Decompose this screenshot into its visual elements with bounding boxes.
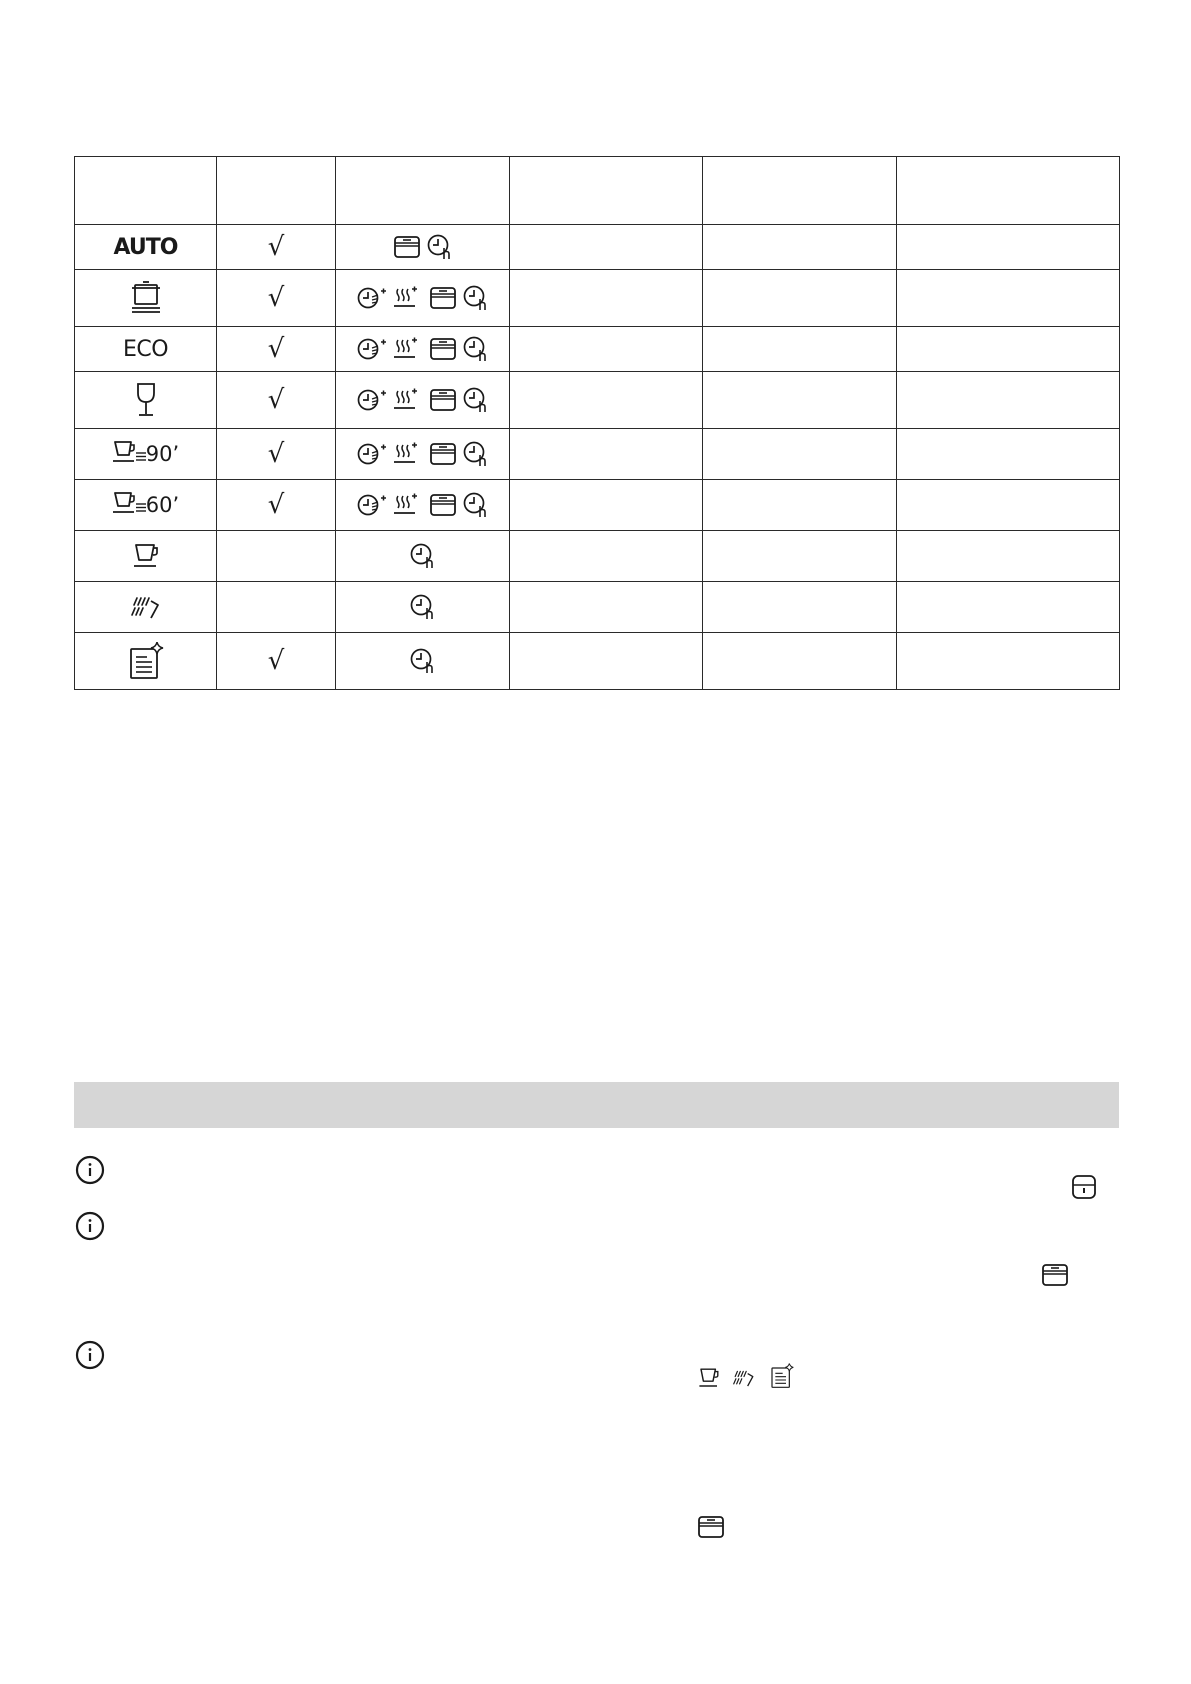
program-eco-label: ECO <box>122 336 169 362</box>
table-row <box>75 327 1120 372</box>
time-manager-icon <box>463 387 489 413</box>
check-cell <box>217 270 336 327</box>
extra-dry-icon <box>393 387 423 413</box>
header-cell <box>510 157 703 225</box>
empty-cell <box>510 582 703 633</box>
time-manager-icon <box>410 594 436 620</box>
check-cell <box>217 225 336 270</box>
check-mark: √ <box>267 334 285 364</box>
program-auto-label: AUTO <box>113 234 178 260</box>
time-manager-icon <box>410 648 436 674</box>
cup-icon <box>697 1366 721 1390</box>
inline-icon-cup <box>697 1366 721 1390</box>
auto-door-icon <box>429 337 457 361</box>
info-icon <box>75 1340 105 1370</box>
empty-cell <box>510 225 703 270</box>
section-heading-bar <box>74 1082 1119 1128</box>
extra-time-icon <box>357 285 387 311</box>
options-cell <box>336 582 510 633</box>
table-header-row <box>75 157 1120 225</box>
empty-cell <box>703 531 897 582</box>
check-cell <box>217 372 336 429</box>
empty-cell <box>510 531 703 582</box>
extra-time-icon <box>357 441 387 467</box>
check-mark: √ <box>267 439 285 469</box>
program-cell <box>75 327 217 372</box>
table-row <box>75 582 1120 633</box>
rinse-spray-icon <box>731 1367 757 1389</box>
program-cell <box>75 480 217 531</box>
header-cell <box>75 157 217 225</box>
program-cell <box>75 531 217 582</box>
info-note-2 <box>75 1211 105 1241</box>
header-cell <box>336 157 510 225</box>
header-cell <box>703 157 897 225</box>
quick-cup-icon <box>112 490 148 520</box>
check-cell <box>217 429 336 480</box>
time-manager-icon <box>427 234 453 260</box>
time-manager-icon <box>463 441 489 467</box>
empty-cell <box>510 327 703 372</box>
header-cell <box>897 157 1120 225</box>
empty-cell <box>510 633 703 690</box>
program-cell <box>75 270 217 327</box>
options-cell <box>336 531 510 582</box>
empty-cell <box>703 429 897 480</box>
empty-cell <box>897 225 1120 270</box>
empty-cell <box>510 270 703 327</box>
empty-cell <box>703 270 897 327</box>
program-cell <box>75 633 217 690</box>
info-note-1 <box>75 1155 105 1185</box>
options-cell <box>336 372 510 429</box>
info-icon <box>75 1211 105 1241</box>
inline-icon-auto-door-2 <box>697 1515 725 1539</box>
time-manager-icon <box>410 543 436 569</box>
empty-cell <box>897 480 1120 531</box>
auto-door-icon <box>697 1515 725 1539</box>
time-manager-icon <box>463 285 489 311</box>
program-cell <box>75 582 217 633</box>
extra-dry-icon <box>393 492 423 518</box>
time-manager-icon <box>463 336 489 362</box>
table-row <box>75 633 1120 690</box>
check-mark: √ <box>267 490 285 520</box>
check-mark: √ <box>267 646 285 676</box>
empty-cell <box>703 372 897 429</box>
options-cell <box>336 270 510 327</box>
empty-cell <box>703 225 897 270</box>
empty-cell <box>897 372 1120 429</box>
intensive-pot-icon <box>128 280 164 316</box>
table-row <box>75 480 1120 531</box>
options-cell <box>336 225 510 270</box>
table-row <box>75 270 1120 327</box>
check-cell <box>217 327 336 372</box>
rinse-spray-icon <box>129 592 163 622</box>
program-60-label: 60’ <box>145 493 180 517</box>
empty-cell <box>703 582 897 633</box>
empty-cell <box>510 429 703 480</box>
extra-dry-icon <box>393 336 423 362</box>
check-mark: √ <box>267 283 285 313</box>
empty-cell <box>897 270 1120 327</box>
check-cell <box>217 531 336 582</box>
check-cell <box>217 582 336 633</box>
program-cell <box>75 429 217 480</box>
options-cell <box>336 480 510 531</box>
extra-dry-icon <box>393 285 423 311</box>
inline-icon-rinse <box>731 1367 757 1389</box>
check-cell <box>217 633 336 690</box>
table-row <box>75 531 1120 582</box>
cup-icon <box>131 541 161 571</box>
auto-door-icon <box>429 442 457 466</box>
inline-icon-machine-care <box>770 1363 794 1389</box>
options-cell <box>336 327 510 372</box>
empty-cell <box>510 372 703 429</box>
machine-care-icon <box>128 642 164 680</box>
quick-cup-icon <box>112 439 148 469</box>
machine-care-icon <box>770 1363 794 1389</box>
empty-cell <box>897 531 1120 582</box>
child-lock-icon <box>1070 1173 1098 1201</box>
empty-cell <box>703 327 897 372</box>
table-row <box>75 429 1120 480</box>
glass-icon <box>131 382 161 418</box>
extra-dry-icon <box>393 441 423 467</box>
check-mark: √ <box>267 385 285 415</box>
options-cell <box>336 429 510 480</box>
check-cell <box>217 480 336 531</box>
empty-cell <box>703 633 897 690</box>
auto-door-icon <box>429 286 457 310</box>
extra-time-icon <box>357 492 387 518</box>
options-cell <box>336 633 510 690</box>
program-options-table <box>74 156 1120 690</box>
program-90-label: 90’ <box>145 442 180 466</box>
empty-cell <box>897 429 1120 480</box>
info-note-3 <box>75 1340 105 1370</box>
empty-cell <box>510 480 703 531</box>
auto-door-icon <box>1041 1263 1069 1287</box>
auto-door-icon <box>429 388 457 412</box>
inline-icon-auto-door <box>1041 1263 1069 1287</box>
empty-cell <box>897 327 1120 372</box>
empty-cell <box>897 582 1120 633</box>
extra-time-icon <box>357 336 387 362</box>
time-manager-icon <box>463 492 489 518</box>
empty-cell <box>703 480 897 531</box>
table-row <box>75 372 1120 429</box>
info-icon <box>75 1155 105 1185</box>
extra-time-icon <box>357 387 387 413</box>
check-mark: √ <box>267 232 285 262</box>
program-cell <box>75 225 217 270</box>
auto-door-icon <box>429 493 457 517</box>
auto-door-icon <box>393 235 421 259</box>
program-cell <box>75 372 217 429</box>
table-row <box>75 225 1120 270</box>
header-cell <box>217 157 336 225</box>
inline-icon-child-lock <box>1070 1173 1098 1201</box>
empty-cell <box>897 633 1120 690</box>
